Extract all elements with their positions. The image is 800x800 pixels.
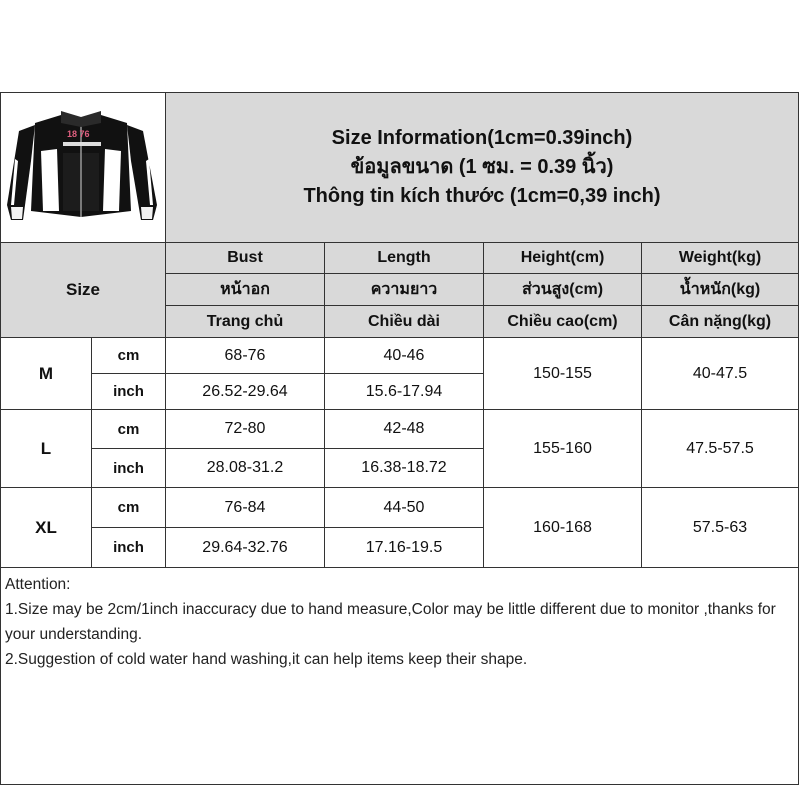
column-weight-th: น้ำหนัก(kg) <box>642 274 798 306</box>
unit-inch: inch <box>92 449 166 488</box>
bust-inch-l: 28.08-31.2 <box>166 449 325 488</box>
weight-m: 40-47.5 <box>642 338 798 410</box>
weight-l: 47.5-57.5 <box>642 410 798 488</box>
unit-cm: cm <box>92 410 166 449</box>
cropped-jacket-image <box>1 93 164 241</box>
notes-heading: Attention: <box>5 576 71 593</box>
length-inch-l: 16.38-18.72 <box>325 449 484 488</box>
product-photo <box>1 93 166 243</box>
column-weight-en: Weight(kg) <box>642 243 798 274</box>
size-label-l: L <box>1 410 92 488</box>
title-thai: ข้อมูลขนาด (1 ซม. = 0.39 นิ้ว) <box>350 156 614 178</box>
height-m: 150-155 <box>484 338 642 410</box>
length-inch-m: 15.6-17.94 <box>325 374 484 410</box>
notes-line-2: 2.Suggestion of cold water hand washing,it can help items keep their shape. <box>5 651 528 668</box>
unit-inch: inch <box>92 528 166 568</box>
length-cm-l: 42-48 <box>325 410 484 449</box>
weight-xl: 57.5-63 <box>642 488 798 568</box>
column-length-th: ความยาว <box>325 274 484 306</box>
column-height-th: ส่วนสูง(cm) <box>484 274 642 306</box>
bust-cm-m: 68-76 <box>166 338 325 374</box>
svg-text:18 76: 18 76 <box>67 129 90 139</box>
column-length-en: Length <box>325 243 484 274</box>
size-info-title <box>166 93 798 243</box>
size-chart <box>0 92 799 785</box>
column-height-en: Height(cm) <box>484 243 642 274</box>
bust-inch-xl: 29.64-32.76 <box>166 528 325 568</box>
unit-cm: cm <box>92 338 166 374</box>
size-label-m: M <box>1 338 92 410</box>
notes-line-1: 1.Size may be 2cm/1inch inaccuracy due to hand measure,Color may be little different due to monitor ,thanks for your understanding. <box>5 601 776 643</box>
size-label-xl: XL <box>1 488 92 568</box>
bust-inch-m: 26.52-29.64 <box>166 374 325 410</box>
title-english: Size Information(1cm=0.39inch) <box>331 127 633 149</box>
size-header: Size <box>1 243 166 338</box>
height-l: 155-160 <box>484 410 642 488</box>
column-height-vi: Chiều cao(cm) <box>484 306 642 338</box>
column-weight-vi: Cân nặng(kg) <box>642 306 798 338</box>
column-length-vi: Chiều dài <box>325 306 484 338</box>
length-inch-xl: 17.16-19.5 <box>325 528 484 568</box>
bust-cm-xl: 76-84 <box>166 488 325 528</box>
unit-cm: cm <box>92 488 166 528</box>
length-cm-xl: 44-50 <box>325 488 484 528</box>
length-cm-m: 40-46 <box>325 338 484 374</box>
height-xl: 160-168 <box>484 488 642 568</box>
column-bust-th: หน้าอก <box>166 274 325 306</box>
attention-notes <box>1 568 798 676</box>
title-vietnamese: Thông tin kích thước (1cm=0,39 inch) <box>303 185 661 207</box>
bust-cm-l: 72-80 <box>166 410 325 449</box>
column-bust-vi: Trang chủ <box>166 306 325 338</box>
unit-inch: inch <box>92 374 166 410</box>
column-bust-en: Bust <box>166 243 325 274</box>
